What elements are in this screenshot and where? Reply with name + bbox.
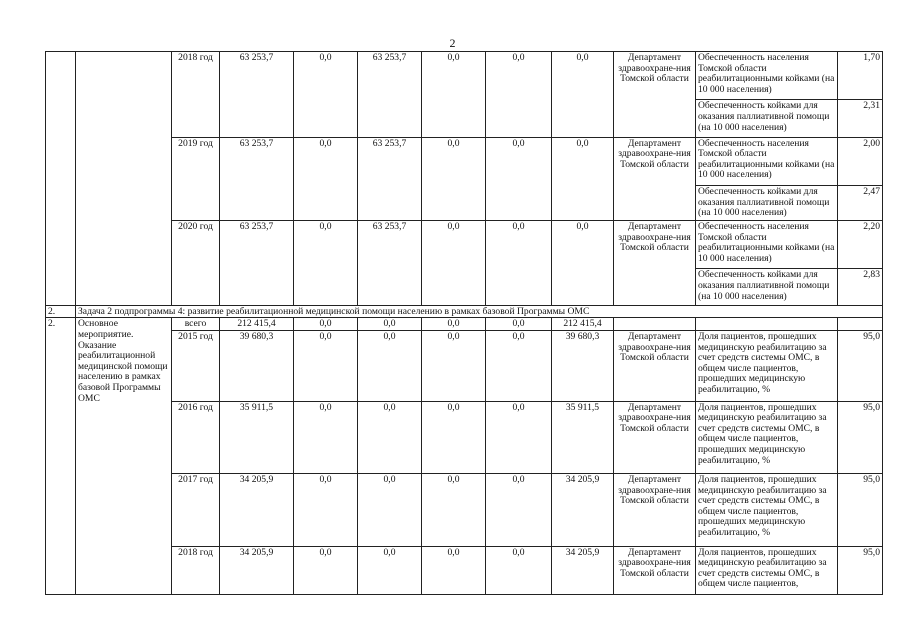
- cell-indicator-value: 95,0: [838, 474, 883, 547]
- cell-value: 34 205,9: [220, 546, 294, 594]
- cell-value: 0,0: [294, 401, 358, 474]
- program-table: [45, 51, 883, 595]
- cell-year: 2020 год: [172, 221, 220, 306]
- cell-value: 63 253,7: [358, 221, 422, 306]
- cell-indicator-value: 1,70: [838, 52, 883, 100]
- cell-indicator-value: 2,83: [838, 269, 883, 305]
- cell-indicator: Обеспеченность населения Томской области реабилитационными койками (на 10 000 населения): [696, 137, 838, 185]
- cell-total-label: всего: [172, 318, 220, 331]
- cell-value: 0,0: [294, 52, 358, 138]
- cell-indicator-value: 95,0: [838, 546, 883, 594]
- cell-department: Департамент здравоохране-ния Томской области: [614, 474, 696, 547]
- cell-value: 212 415,4: [220, 318, 294, 331]
- cell-value: 34 205,9: [552, 474, 614, 547]
- cell-value: 0,0: [486, 52, 552, 138]
- cell-value: 0,0: [486, 474, 552, 547]
- cell-value: 0,0: [422, 137, 486, 221]
- cell-indicator: Доля пациентов, прошедших медицинскую реабилитацию за счет средств системы ОМС, в общем числе пациентов,: [696, 546, 838, 594]
- cell-value: 0,0: [486, 546, 552, 594]
- cell-year: 2018 год: [172, 546, 220, 594]
- cell-value: 0,0: [294, 546, 358, 594]
- cell-empty: [696, 318, 838, 331]
- cell-value: 0,0: [486, 331, 552, 401]
- cell-indicator-value: 2,31: [838, 100, 883, 137]
- cell-department: Департамент здравоохране-ния Томской области: [614, 137, 696, 221]
- cell-indicator: Доля пациентов, прошедших медицинскую реабилитацию за счет средств системы ОМС, в общем числе пациентов, прошедших медицинскую реабилитацию, %: [696, 401, 838, 474]
- cell-indicator-value: 2,00: [838, 137, 883, 185]
- cell-num-empty: [46, 52, 76, 306]
- cell-value: 0,0: [422, 221, 486, 306]
- cell-value: 0,0: [358, 318, 422, 331]
- cell-value: 0,0: [358, 331, 422, 401]
- cell-value: 63 253,7: [220, 52, 294, 138]
- cell-value: 212 415,4: [552, 318, 614, 331]
- cell-indicator-value: 95,0: [838, 401, 883, 474]
- cell-value: 0,0: [422, 318, 486, 331]
- cell-value: 63 253,7: [220, 221, 294, 306]
- cell-value: 34 205,9: [552, 546, 614, 594]
- cell-year: 2016 год: [172, 401, 220, 474]
- cell-value: 0,0: [358, 474, 422, 547]
- cell-value: 0,0: [294, 221, 358, 306]
- cell-value: 0,0: [294, 137, 358, 221]
- table-row: [46, 52, 883, 100]
- cell-value: 0,0: [294, 318, 358, 331]
- cell-name-empty: [76, 52, 172, 306]
- cell-value: 0,0: [486, 401, 552, 474]
- table-row: [46, 137, 883, 185]
- cell-value: 0,0: [486, 318, 552, 331]
- cell-indicator-value: 2,20: [838, 221, 883, 269]
- cell-indicator: Обеспеченность койками для оказания паллиативной помощи (на 10 000 населения): [696, 100, 838, 137]
- table-row: [46, 221, 883, 269]
- cell-empty: [614, 318, 696, 331]
- cell-value: 35 911,5: [552, 401, 614, 474]
- cell-indicator: Доля пациентов, прошедших медицинскую реабилитацию за счет средств системы ОМС, в общем числе пациентов, прошедших медицинскую реабилитацию, %: [696, 331, 838, 401]
- cell-value: 63 253,7: [358, 137, 422, 221]
- page-number: 2: [449, 36, 456, 50]
- cell-value: 39 680,3: [220, 331, 294, 401]
- cell-value: 63 253,7: [358, 52, 422, 138]
- cell-value: 0,0: [422, 546, 486, 594]
- cell-value: 0,0: [552, 221, 614, 306]
- cell-department: Департамент здравоохране-ния Томской области: [614, 52, 696, 138]
- cell-value: 0,0: [358, 401, 422, 474]
- cell-department: Департамент здравоохране-ния Томской области: [614, 401, 696, 474]
- cell-year: 2017 год: [172, 474, 220, 547]
- cell-value: 34 205,9: [220, 474, 294, 547]
- cell-empty: [838, 318, 883, 331]
- cell-indicator: Обеспеченность населения Томской области реабилитационными койками (на 10 000 населения): [696, 52, 838, 100]
- cell-department: Департамент здравоохране-ния Томской области: [614, 221, 696, 306]
- cell-value: 35 911,5: [220, 401, 294, 474]
- cell-indicator: Обеспеченность койками для оказания паллиативной помощи (на 10 000 населения): [696, 269, 838, 305]
- task-row: [46, 305, 883, 318]
- cell-value: 0,0: [486, 221, 552, 306]
- table-row: [46, 318, 883, 331]
- cell-value: 0,0: [422, 401, 486, 474]
- activity-number: 2.: [46, 318, 76, 595]
- cell-value: 63 253,7: [220, 137, 294, 221]
- cell-year: 2018 год: [172, 52, 220, 138]
- cell-department: Департамент здравоохране-ния Томской области: [614, 546, 696, 594]
- cell-indicator: Доля пациентов, прошедших медицинскую реабилитацию за счет средств системы ОМС, в общем числе пациентов, прошедших медицинскую реабилитацию, %: [696, 474, 838, 547]
- cell-value: 39 680,3: [552, 331, 614, 401]
- cell-value: 0,0: [294, 474, 358, 547]
- cell-value: 0,0: [422, 474, 486, 547]
- table-row: [46, 401, 883, 474]
- activity-name: Основное мероприятие. Оказание реабилитационной медицинской помощи населению в рамках базовой Программы ОМС: [76, 318, 172, 595]
- cell-indicator: Обеспеченность койками для оказания паллиативной помощи (на 10 000 населения): [696, 185, 838, 220]
- table-row: [46, 474, 883, 547]
- cell-value: 0,0: [294, 331, 358, 401]
- cell-department: Департамент здравоохране-ния Томской области: [614, 331, 696, 401]
- task-title: Задача 2 подпрограммы 4: развитие реабилитационной медицинской помощи населению в рамках базовой Программы ОМС: [76, 305, 883, 318]
- cell-value: 0,0: [358, 546, 422, 594]
- table-row: [46, 546, 883, 594]
- cell-year: 2019 год: [172, 137, 220, 221]
- task-number: 2.: [46, 305, 76, 318]
- table-row: [46, 331, 883, 401]
- cell-value: 0,0: [422, 331, 486, 401]
- cell-value: 0,0: [552, 52, 614, 138]
- cell-indicator-value: 2,47: [838, 185, 883, 220]
- cell-value: 0,0: [422, 52, 486, 138]
- cell-value: 0,0: [552, 137, 614, 221]
- cell-value: 0,0: [486, 137, 552, 221]
- cell-indicator-value: 95,0: [838, 331, 883, 401]
- cell-indicator: Обеспеченность населения Томской области реабилитационными койками (на 10 000 населения): [696, 221, 838, 269]
- cell-year: 2015 год: [172, 331, 220, 401]
